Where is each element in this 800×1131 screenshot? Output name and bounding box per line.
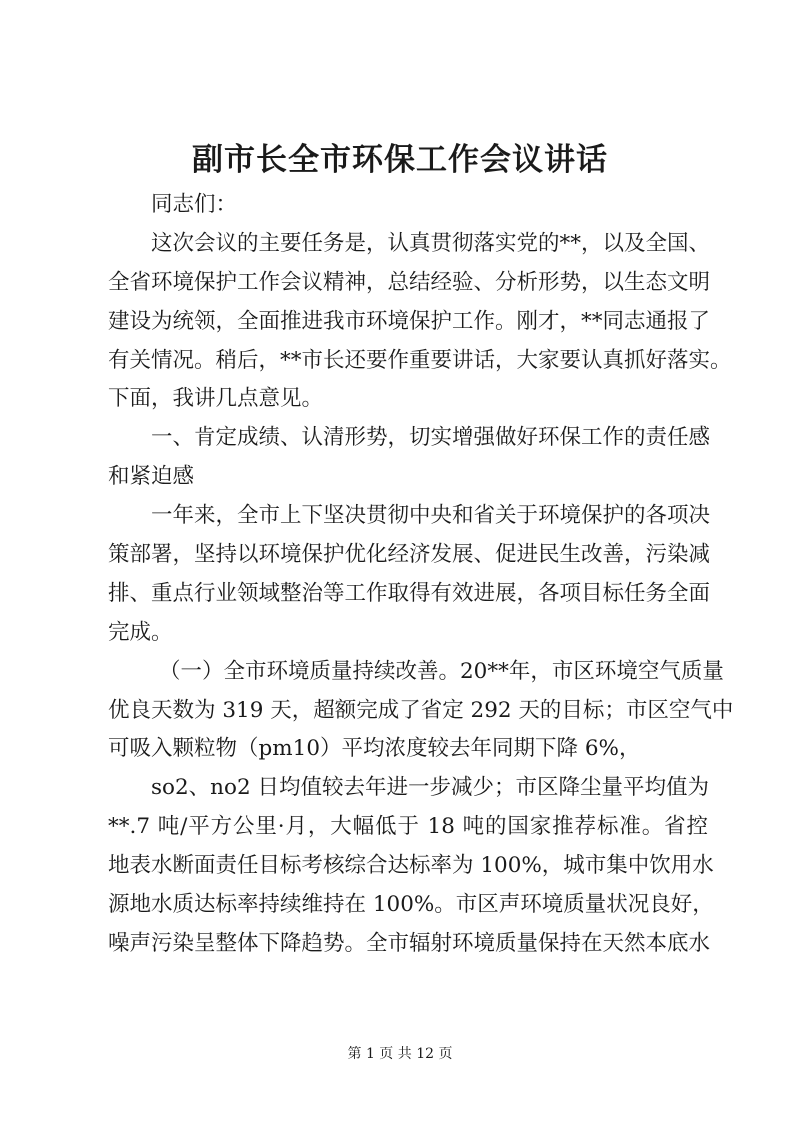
- paragraph-line: 全省环境保护工作会议精神，总结经验、分析形势，以生态文明: [108, 269, 711, 295]
- paragraph-line: 优良天数为 319 天，超额完成了省定 292 天的目标；市区空气中: [108, 697, 734, 723]
- paragraph-line: 这次会议的主要任务是，认真贯彻落实党的**，以及全国、: [151, 230, 711, 256]
- section-heading-line: 和紧迫感: [108, 464, 195, 490]
- paragraph-line: 下面，我讲几点意见。: [108, 386, 324, 412]
- paragraph-line: 建设为统领，全面推进我市环境保护工作。刚才，**同志通报了: [108, 308, 711, 334]
- paragraph-line: 可吸入颗粒物（pm10）平均浓度较去年同期下降 6%，: [108, 736, 641, 762]
- paragraph-line: 完成。: [108, 619, 173, 645]
- paragraph-line: 噪声污染呈整体下降趋势。全市辐射环境质量保持在天然本底水: [108, 930, 711, 956]
- section-heading-line: 一、肯定成绩、认清形势，切实增强做好环保工作的责任感: [151, 425, 711, 451]
- paragraph-line: **.7 吨/平方公里·月，大幅低于 18 吨的国家推荐标准。省控: [108, 814, 708, 840]
- paragraph-line: 策部署，坚持以环境保护优化经济发展、促进民生改善，污染减: [108, 542, 711, 568]
- salutation-line: 同志们：: [151, 192, 238, 217]
- page-number-footer: 第 1 页 共 12 页: [347, 1046, 453, 1062]
- subsection-line: （一）全市环境质量持续改善。20**年，市区环境空气质量: [159, 658, 724, 684]
- paragraph-line: 排、重点行业领域整治等工作取得有效进展，各项目标任务全面: [108, 580, 711, 606]
- document-body: [108, 186, 734, 964]
- paragraph-line: 一年来，全市上下坚决贯彻中央和省关于环境保护的各项决: [151, 503, 711, 529]
- paragraph-line: 地表水断面责任目标考核综合达标率为 100%，城市集中饮用水: [108, 853, 714, 879]
- paragraph-line: so2、no2 日均值较去年进一步减少；市区降尘量平均值为: [151, 775, 709, 801]
- paragraph-line: 有关情况。稍后，**市长还要作重要讲话，大家要认真抓好落实。: [108, 347, 732, 373]
- document-title: 副市长全市环保工作会议讲话: [192, 142, 608, 178]
- paragraph-line: 源地水质达标率持续维持在 100%。市区声环境质量状况良好，: [108, 892, 714, 918]
